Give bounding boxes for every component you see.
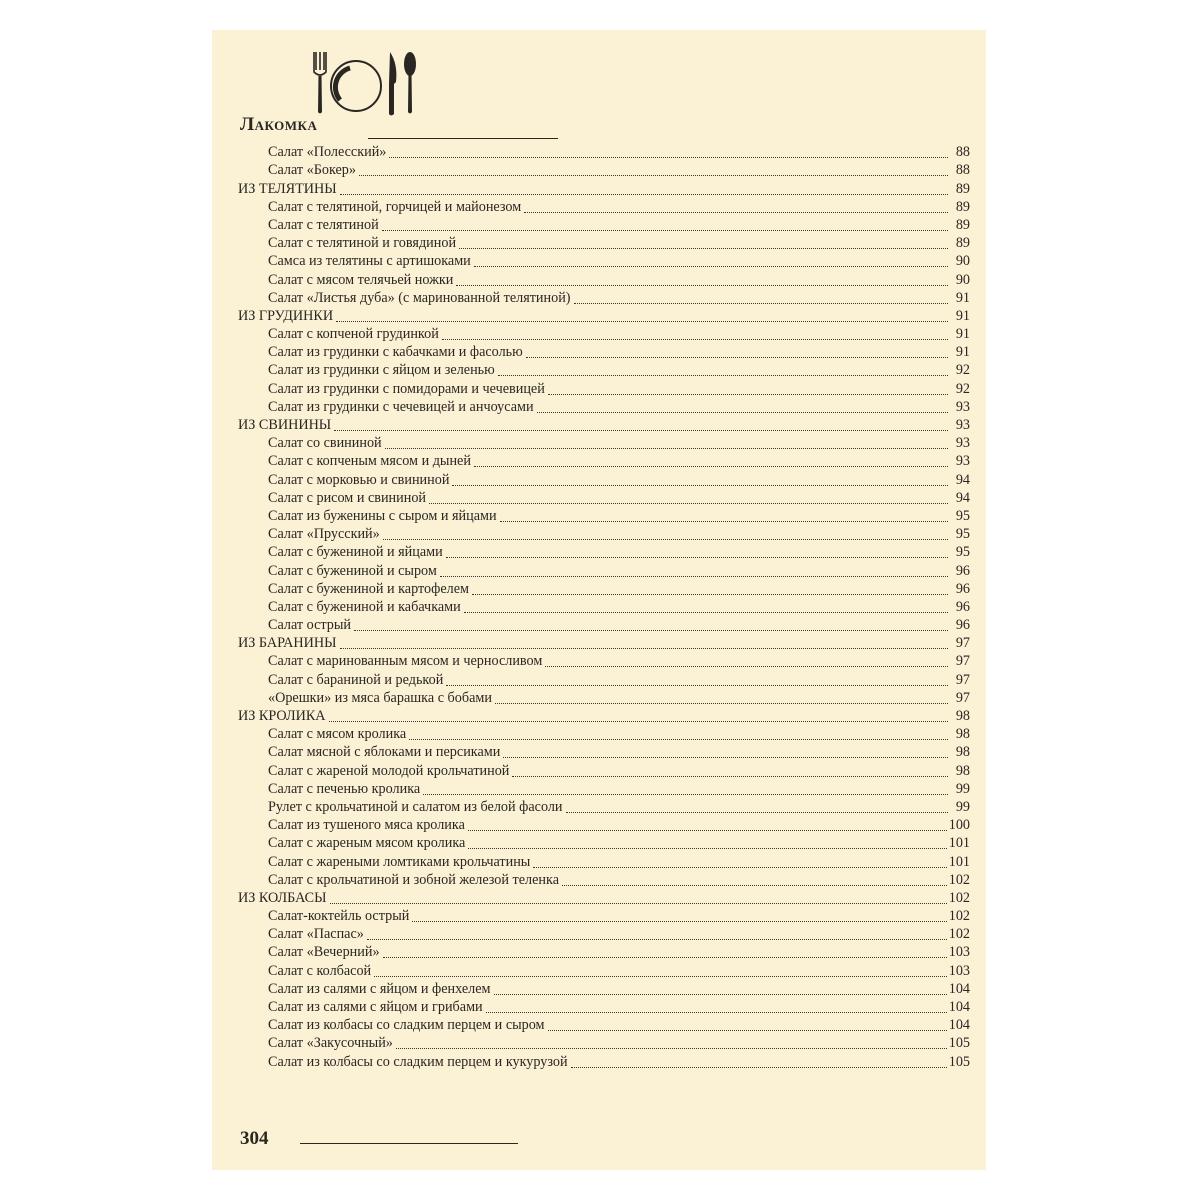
toc-entry	[238, 761, 970, 779]
toc-page-number: 95	[955, 526, 970, 543]
toc-entry	[238, 216, 970, 234]
toc-page-number: 97	[955, 653, 970, 670]
toc-page-number: 98	[955, 744, 970, 761]
toc-entry	[238, 1052, 970, 1070]
toc-entry	[238, 743, 970, 761]
toc-entry-title: Самса из телятины с артишоками	[268, 253, 471, 270]
dot-leader	[524, 202, 948, 213]
toc-page-number: 101	[948, 853, 970, 870]
toc-entry-title: Рулет с крольчатиной и салатом из белой фасоли	[268, 798, 563, 815]
dot-leader	[383, 947, 947, 958]
toc-page-number: 104	[948, 1017, 970, 1034]
toc-page-number: 89	[955, 216, 970, 233]
book-title: Лакомка	[240, 114, 318, 135]
toc-entry-title: Салат с жареной молодой крольчатиной	[268, 762, 510, 779]
toc-page-number: 102	[948, 889, 970, 906]
toc-entry	[238, 670, 970, 688]
toc-entry-title: Салат со свининой	[268, 435, 382, 452]
toc-entry	[238, 1034, 970, 1052]
toc-page-number: 97	[955, 689, 970, 706]
toc-page-number: 97	[955, 671, 970, 688]
toc-page-number: 91	[955, 307, 970, 324]
toc-section-title: ИЗ КОЛБАСЫ	[238, 889, 327, 906]
toc-page-number: 101	[948, 835, 970, 852]
dot-leader	[423, 784, 948, 795]
toc-entry-title: Салат с телятиной и говядиной	[268, 235, 457, 252]
toc-entry	[238, 1016, 970, 1034]
dot-leader	[412, 911, 946, 922]
toc-entry-title: Салат «Вечерний»	[268, 944, 380, 961]
book-page	[212, 30, 986, 1170]
dot-leader	[464, 602, 948, 613]
toc-entry-title: Салат с бужениной и кабачками	[268, 598, 461, 615]
dot-leader	[334, 420, 948, 431]
toc-page-number: 90	[955, 271, 970, 288]
page-header	[240, 48, 570, 148]
toc-page-number: 95	[955, 544, 970, 561]
toc-page-number: 91	[955, 344, 970, 361]
toc-entry-title: Салат из грудинки с помидорами и чечевицей	[268, 380, 545, 397]
toc-page-number: 93	[955, 435, 970, 452]
toc-entry	[238, 561, 970, 579]
toc-page-number: 105	[948, 1053, 970, 1070]
toc-entry	[238, 616, 970, 634]
dot-leader	[336, 311, 948, 322]
dot-leader	[429, 493, 948, 504]
toc-entry-title: Салат «Закусочный»	[268, 1035, 393, 1052]
toc-entry	[238, 907, 970, 925]
toc-entry	[238, 598, 970, 616]
toc-entry	[238, 998, 970, 1016]
dot-leader	[396, 1038, 947, 1049]
toc-entry	[238, 398, 970, 416]
toc-entry	[238, 470, 970, 488]
toc-entry-title: Салат «Прусский»	[268, 526, 380, 543]
toc-entry	[238, 161, 970, 179]
dot-leader	[512, 766, 948, 777]
toc-page-number: 99	[955, 798, 970, 815]
toc-page-number: 89	[955, 198, 970, 215]
toc-entry-title: Салат из салями с яйцом и грибами	[268, 999, 483, 1015]
page-number: 304	[240, 1128, 269, 1149]
toc-entry	[238, 525, 970, 543]
toc-entry	[238, 816, 970, 834]
toc-page-number: 98	[955, 726, 970, 743]
toc-entry	[238, 270, 970, 288]
dot-leader	[452, 475, 948, 486]
dot-leader	[446, 675, 948, 686]
toc-entry-title: Салат с маринованным мясом и черносливом	[268, 653, 543, 670]
dot-leader	[468, 820, 947, 831]
dot-leader	[459, 238, 948, 249]
toc-page-number: 96	[955, 617, 970, 634]
toc-entry-title: Салат из грудинки с яйцом и зеленью	[268, 362, 495, 379]
dot-leader	[409, 729, 948, 740]
toc-entry-title: Салат с бужениной и сыром	[268, 562, 437, 579]
toc-page-number: 91	[955, 289, 970, 306]
toc-entry	[238, 852, 970, 870]
toc-entry	[238, 234, 970, 252]
toc-page-number: 100	[948, 817, 970, 834]
toc-page-number: 93	[955, 417, 970, 433]
toc-section-title: ИЗ ТЕЛЯТИНЫ	[238, 180, 337, 197]
toc-entry	[238, 798, 970, 816]
toc-entry	[238, 980, 970, 998]
toc-entry	[238, 252, 970, 270]
toc-entry	[238, 943, 970, 961]
dot-leader	[367, 929, 947, 940]
toc-entry-title: Салат с телятиной, горчицей и майонезом	[268, 198, 522, 215]
dot-leader	[494, 984, 947, 995]
toc-entry	[238, 689, 970, 707]
toc-entry	[238, 580, 970, 598]
toc-entry-title: Салат с жареным мясом кролика	[268, 835, 466, 852]
dot-leader	[548, 384, 948, 395]
toc-page-number: 97	[955, 635, 970, 652]
toc-entry	[238, 289, 970, 307]
toc-entry-title: Салат из грудинки с кабачками и фасолью	[268, 344, 523, 361]
toc-entry-title: Салат с мясом телячьей ножки	[268, 271, 454, 288]
toc-entry	[238, 198, 970, 216]
toc-entry	[238, 325, 970, 343]
toc-entry-title: Салат с печенью кролика	[268, 780, 421, 797]
toc-entry-title: Салат «Бокер»	[268, 162, 356, 179]
toc-page-number: 96	[955, 598, 970, 615]
dot-leader	[456, 275, 948, 286]
dot-leader	[566, 802, 948, 813]
toc-entry-title: Салат из тушеного мяса кролика	[268, 817, 465, 834]
toc-entry	[238, 725, 970, 743]
toc-entry-title: Салат с копченой грудинкой	[268, 326, 439, 343]
toc-page-number: 92	[955, 362, 970, 379]
toc-page-number: 91	[955, 326, 970, 343]
toc-page-number: 94	[955, 471, 970, 488]
dot-leader	[374, 966, 947, 977]
dot-leader	[440, 566, 948, 577]
dot-leader	[389, 147, 948, 158]
dot-leader	[500, 511, 948, 522]
toc-entry	[238, 361, 970, 379]
dot-leader	[498, 365, 948, 376]
toc-section-title: ИЗ СВИНИНЫ	[238, 417, 332, 433]
toc-page-number: 96	[955, 562, 970, 579]
toc-entry-title: «Орешки» из мяса барашка с бобами	[268, 689, 492, 706]
toc-entry-title: Салат из колбасы со сладким перцем и сыром	[268, 1017, 545, 1034]
toc-page-number: 98	[955, 762, 970, 779]
toc-page-number: 90	[955, 253, 970, 270]
toc-section-title: ИЗ ГРУДИНКИ	[238, 307, 334, 324]
toc-page-number: 102	[948, 926, 970, 943]
dot-leader	[359, 165, 948, 176]
toc-entry	[238, 925, 970, 943]
toc-entry	[238, 452, 970, 470]
toc-entry-title: Салат с мясом кролика	[268, 726, 407, 743]
toc-section	[238, 307, 970, 325]
toc-entry-title: Салат с бараниной и редькой	[268, 671, 444, 688]
dot-leader	[574, 293, 948, 304]
toc-entry-title: Салат с крольчатиной и зобной железой теленка	[268, 871, 559, 888]
dot-leader	[474, 456, 948, 467]
toc-entry	[238, 507, 970, 525]
toc-entry-title: Салат мясной с яблоками и персиками	[268, 744, 501, 761]
dot-leader	[537, 402, 948, 413]
toc-entry-title: Салат «Полесский»	[268, 144, 387, 161]
toc-entry-title: Салат с копченым мясом и дыней	[268, 453, 471, 470]
dot-leader	[382, 220, 948, 231]
dot-leader	[545, 656, 948, 667]
toc-page-number: 99	[955, 780, 970, 797]
toc-entry	[238, 871, 970, 889]
dot-leader	[533, 857, 946, 868]
toc-page-number: 89	[955, 180, 970, 197]
toc-entry-title: Салат с бужениной и картофелем	[268, 580, 469, 597]
toc-page-number: 95	[955, 507, 970, 524]
toc-entry-title: Салат острый	[268, 617, 351, 634]
toc-entry	[238, 961, 970, 979]
toc-entry-title: Салат-коктейль острый	[268, 908, 410, 925]
toc-page-number: 94	[955, 489, 970, 506]
toc-entry	[238, 143, 970, 161]
toc-page-number: 98	[955, 708, 970, 724]
toc-page-number: 104	[948, 999, 970, 1015]
toc-page-number: 88	[955, 162, 970, 179]
toc-page-number: 102	[948, 871, 970, 888]
toc-page-number: 92	[955, 380, 970, 397]
toc-section	[238, 179, 970, 197]
toc-section-title: ИЗ БАРАНИНЫ	[238, 635, 337, 652]
toc-section	[238, 634, 970, 652]
toc-page-number: 102	[948, 908, 970, 925]
toc-entry-title: Салат из колбасы со сладким перцем и кукурузой	[268, 1053, 568, 1070]
toc-entry-title: Салат «Паспас»	[268, 926, 364, 943]
toc-page-number: 88	[955, 144, 970, 161]
dot-leader	[562, 875, 947, 886]
dot-leader	[329, 711, 948, 722]
cutlery-plate-icon	[302, 48, 432, 124]
dot-leader	[526, 347, 948, 358]
toc-page-number: 104	[948, 980, 970, 997]
toc-entry-title: Салат с бужениной и яйцами	[268, 544, 443, 561]
dot-leader	[571, 1057, 947, 1068]
toc-page-number: 93	[955, 453, 970, 470]
dot-leader	[442, 329, 948, 340]
dot-leader	[468, 838, 946, 849]
dot-leader	[340, 184, 948, 195]
toc-entry-title: Салат с телятиной	[268, 216, 379, 233]
toc-section-title: ИЗ КРОЛИКА	[238, 708, 326, 724]
toc-entry-title: Салат «Листья дуба» (с маринованной телятиной)	[268, 289, 571, 306]
dot-leader	[474, 256, 948, 267]
dot-leader	[495, 693, 948, 704]
dot-leader	[340, 638, 948, 649]
toc-page-number: 103	[948, 962, 970, 979]
toc-entry-title: Салат с рисом и свининой	[268, 489, 427, 506]
dot-leader	[446, 547, 948, 558]
dot-leader	[486, 1002, 947, 1013]
toc-section	[238, 707, 970, 725]
dot-leader	[503, 747, 948, 758]
toc-entry	[238, 343, 970, 361]
toc-page-number: 89	[955, 235, 970, 252]
toc-entry	[238, 489, 970, 507]
toc-entry-title: Салат с колбасой	[268, 962, 372, 979]
toc-entry	[238, 543, 970, 561]
toc-section	[238, 889, 970, 907]
toc-entry-title: Салат из грудинки с чечевицей и анчоусами	[268, 398, 534, 415]
toc-page-number: 105	[948, 1035, 970, 1052]
toc-entry	[238, 379, 970, 397]
dot-leader	[354, 620, 948, 631]
toc-entry-title: Салат из буженины с сыром и яйцами	[268, 507, 497, 524]
footer-rule	[300, 1143, 518, 1144]
toc-entry	[238, 434, 970, 452]
toc-entry	[238, 780, 970, 798]
header-rule	[368, 138, 558, 139]
toc-page-number: 93	[955, 398, 970, 415]
dot-leader	[330, 893, 947, 904]
table-of-contents	[238, 143, 970, 1071]
toc-entry-title: Салат с жареными ломтиками крольчатины	[268, 853, 531, 870]
dot-leader	[385, 438, 948, 449]
dot-leader	[383, 529, 948, 540]
toc-entry	[238, 834, 970, 852]
toc-section	[238, 416, 970, 434]
toc-entry-title: Салат из салями с яйцом и фенхелем	[268, 980, 491, 997]
toc-page-number: 96	[955, 580, 970, 597]
toc-entry-title: Салат с морковью и свининой	[268, 471, 450, 488]
dot-leader	[548, 1020, 947, 1031]
toc-page-number: 103	[948, 944, 970, 961]
dot-leader	[472, 584, 948, 595]
toc-entry	[238, 652, 970, 670]
